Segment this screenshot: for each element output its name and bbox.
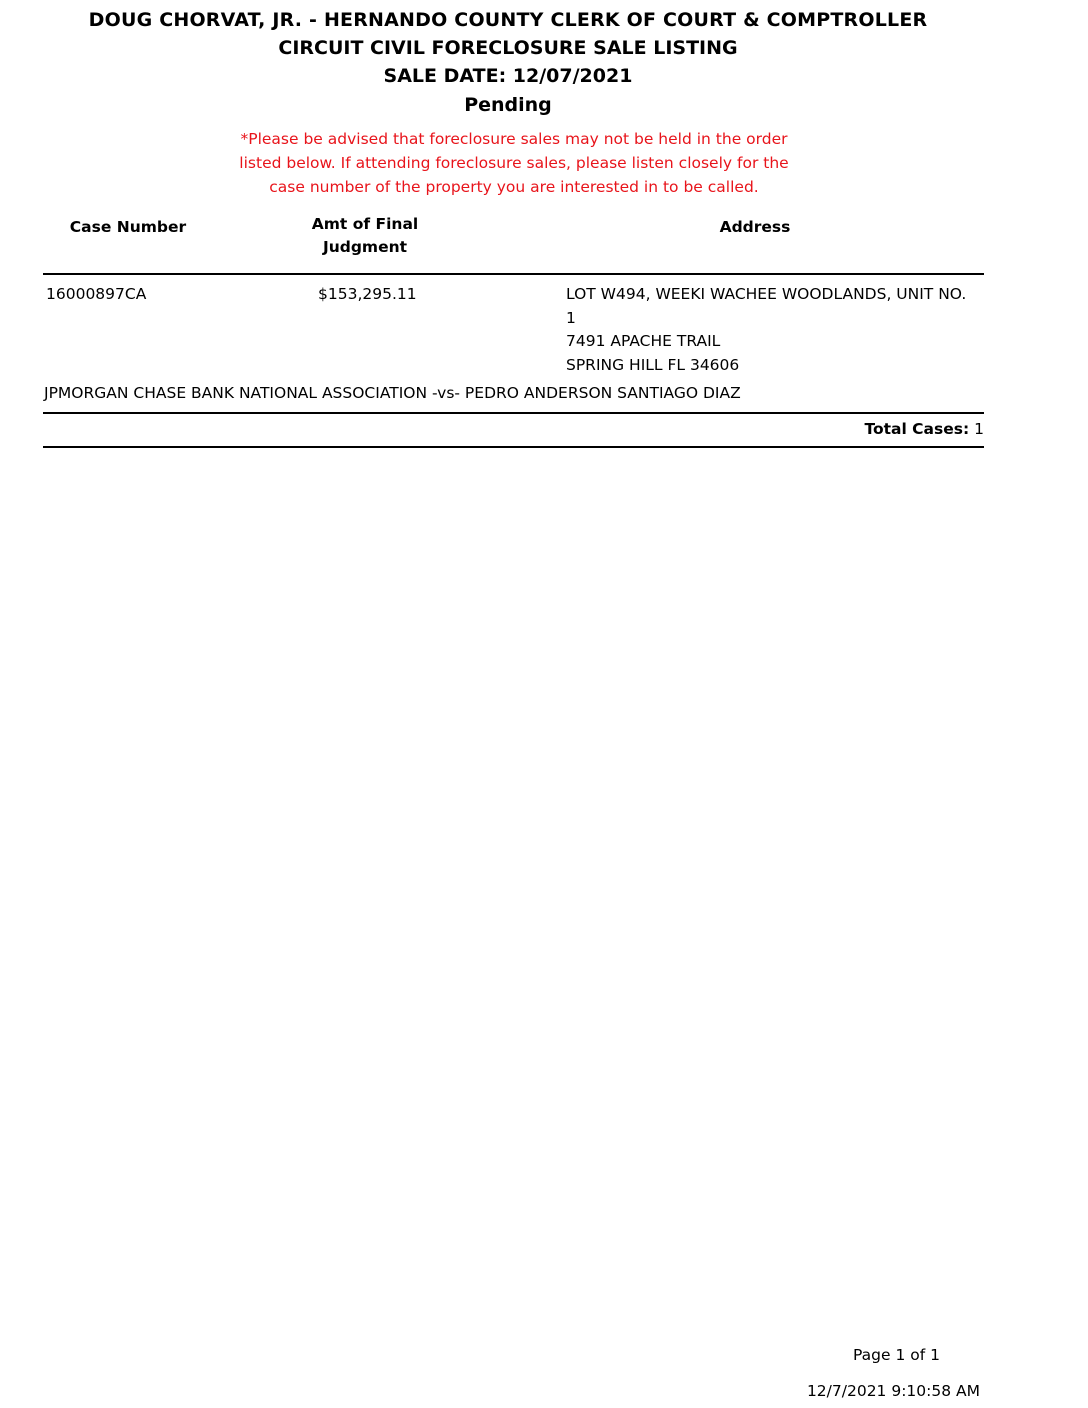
total-cases-label: Total Cases: [864,420,970,438]
sale-status: Pending [464,94,552,116]
total-cases-value: 1 [974,420,984,438]
case-parties: JPMORGAN CHASE BANK NATIONAL ASSOCIATION -vs- PEDRO ANDERSON SANTIAGO DIAZ [44,384,741,402]
judgment-amount-cell: $153,295.11 [318,285,417,303]
address-line-3: 7491 APACHE TRAIL [566,332,721,350]
notice-line-1: *Please be advised that foreclosure sales may not be held in the order [240,130,788,148]
report-timestamp: 12/7/2021 9:10:58 AM [806,1382,980,1400]
report-subtitle: CIRCUIT CIVIL FORECLOSURE SALE LISTING [278,37,738,59]
header-divider [43,273,984,275]
sale-date: SALE DATE: 12/07/2021 [383,65,633,87]
column-header-case-number: Case Number [69,218,187,236]
page-number: Page 1 of 1 [853,1346,940,1364]
total-cases [864,420,984,438]
case-number-cell: 16000897CA [46,285,147,303]
column-header-amount-line2: Judgment [322,238,408,256]
address-line-2: 1 [566,308,576,327]
totals-divider [43,446,984,448]
notice-line-3: case number of the property you are interested in to be called. [269,178,759,196]
notice-line-2: listed below. If attending foreclosure sales, please listen closely for the [239,154,789,172]
column-header-amount-line1: Amt of Final [311,215,419,233]
column-header-amount [290,213,440,259]
report-title: DOUG CHORVAT, JR. - HERNANDO COUNTY CLERK OF COURT & COMPTROLLER [88,9,928,31]
case-divider [43,412,984,414]
address-line-4: SPRING HILL FL 34606 [566,355,740,374]
column-header-address: Address [719,218,791,236]
address-line-1: LOT W494, WEEKI WACHEE WOODLANDS, UNIT NO. [566,285,967,303]
address-cell [566,283,966,377]
